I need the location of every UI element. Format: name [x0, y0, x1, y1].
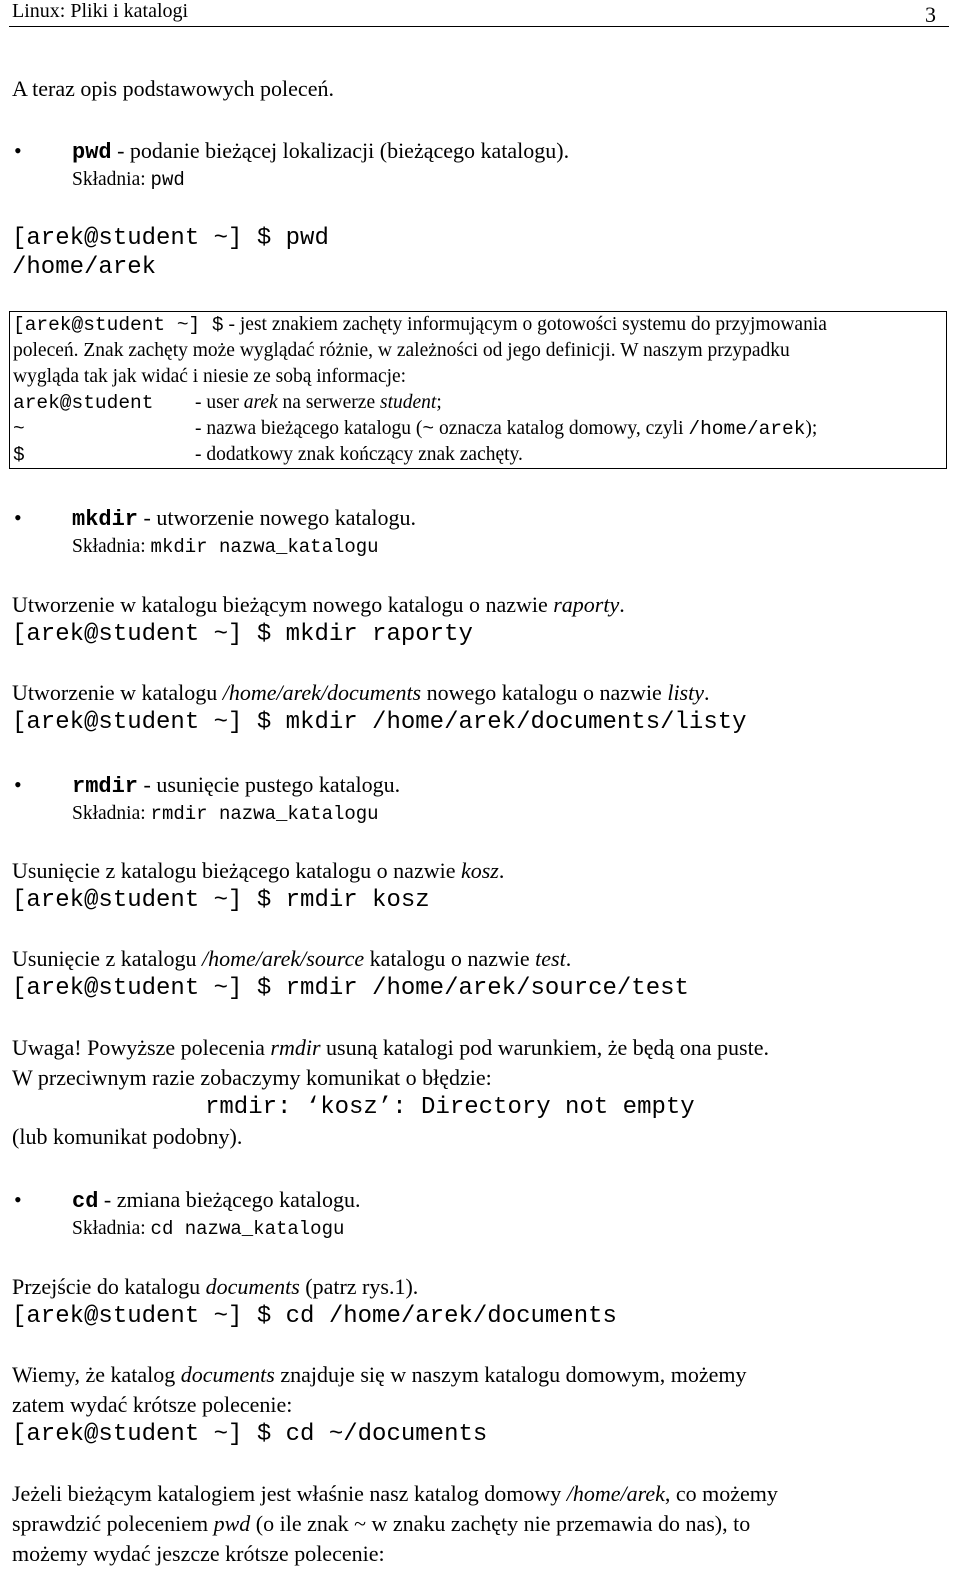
box-desc-user: - user arek na serwerze student; — [195, 392, 442, 413]
box-desc-tilde: - nazwa bieżącego katalogu (~ oznacza katalog domowy, czyli /home/arek); — [195, 418, 818, 440]
mkdir-syntax: Składnia: mkdir nazwa_katalogu — [72, 536, 379, 558]
cd-heading: cd - zmiana bieżącego katalogu. — [72, 1187, 361, 1214]
pwd-syntax: Składnia: pwd — [72, 169, 185, 191]
rmdir-syntax: Składnia: rmdir nazwa_katalogu — [72, 803, 379, 825]
cd-example-1-text: Przejście do katalogu documents (patrz rys.1). — [12, 1274, 419, 1299]
rmdir-error-message: rmdir: ‘kosz’: Directory not empty — [205, 1094, 695, 1121]
rmdir-heading: rmdir - usunięcie pustego katalogu. — [72, 772, 401, 799]
cd-paragraph-2: Wiemy, że katalog documents znajduje się w naszym katalogu domowym, możemy — [12, 1362, 747, 1387]
rmdir-warning-line-2: W przeciwnym razie zobaczymy komunikat o błędzie: — [12, 1065, 492, 1090]
page-number: 3 — [925, 2, 936, 27]
cd-paragraph-3-line-3: możemy wydać jeszcze krótsze polecenie: — [12, 1541, 385, 1566]
header-title: Linux: Pliki i katalogi — [12, 0, 189, 22]
bullet-icon: • — [14, 505, 22, 530]
mkdir-example-1-text: Utworzenie w katalogu bieżącym nowego katalogu o nazwie raporty. — [12, 592, 625, 617]
box-line-1: [arek@student ~] $ - jest znakiem zachęty informującym o gotowości systemu do przyjmowania — [13, 314, 827, 336]
box-key-user: arek@student — [13, 392, 154, 414]
pwd-heading: pwd - podanie bieżącej lokalizacji (bieżącego katalogu). — [72, 138, 570, 165]
rmdir-example-1-cmd: [arek@student ~] $ rmdir kosz — [12, 887, 430, 914]
box-key-tilde: ~ — [13, 418, 25, 440]
intro-text: A teraz opis podstawowych poleceń. — [12, 76, 334, 101]
rmdir-warning: Uwaga! Powyższe polecenia rmdir usuną katalogi pod warunkiem, że będą ona puste. — [12, 1035, 769, 1060]
pwd-command: pwd — [72, 140, 112, 165]
mkdir-example-1-cmd: [arek@student ~] $ mkdir raporty — [12, 621, 473, 648]
mkdir-heading: mkdir - utworzenie nowego katalogu. — [72, 505, 416, 532]
mkdir-example-2-cmd: [arek@student ~] $ mkdir /home/arek/documents/listy — [12, 709, 747, 736]
bullet-icon: • — [14, 138, 22, 163]
rmdir-example-1-text: Usunięcie z katalogu bieżącego katalogu o nazwie kosz. — [12, 858, 505, 883]
cd-paragraph-3: Jeżeli bieżącym katalogiem jest właśnie nasz katalog domowy /home/arek, co możemy — [12, 1481, 778, 1506]
cd-example-2-cmd: [arek@student ~] $ cd ~/documents — [12, 1421, 488, 1448]
bullet-icon: • — [14, 772, 22, 797]
box-desc-dollar: - dodatkowy znak kończący znak zachęty. — [195, 444, 523, 465]
box-key-dollar: $ — [13, 444, 25, 466]
header-divider — [9, 26, 949, 27]
bullet-icon: • — [14, 1187, 22, 1212]
rmdir-example-2-text: Usunięcie z katalogu /home/arek/source katalogu o nazwie test. — [12, 946, 572, 971]
mkdir-example-2-text: Utworzenie w katalogu /home/arek/documents nowego katalogu o nazwie listy. — [12, 680, 710, 705]
cd-syntax: Składnia: cd nazwa_katalogu — [72, 1218, 345, 1240]
pwd-terminal-line-2: /home/arek — [12, 254, 157, 281]
rmdir-warning-line-3: (lub komunikat podobny). — [12, 1124, 243, 1149]
box-line-3: wygląda tak jak widać i niesie ze sobą informacje: — [13, 366, 407, 387]
cd-paragraph-2-line-2: zatem wydać krótsze polecenie: — [12, 1392, 293, 1417]
cd-example-1-cmd: [arek@student ~] $ cd /home/arek/documents — [12, 1303, 617, 1330]
cd-paragraph-3-line-2: sprawdzić poleceniem pwd (o ile znak ~ w znaku zachęty nie przemawia do nas), to — [12, 1511, 751, 1536]
pwd-terminal-line-1: [arek@student ~] $ pwd — [12, 225, 329, 252]
rmdir-example-2-cmd: [arek@student ~] $ rmdir /home/arek/source/test — [12, 975, 689, 1002]
box-line-2: poleceń. Znak zachęty może wyglądać różnie, w zależności od jego definicji. W naszym przypadku — [13, 340, 790, 361]
